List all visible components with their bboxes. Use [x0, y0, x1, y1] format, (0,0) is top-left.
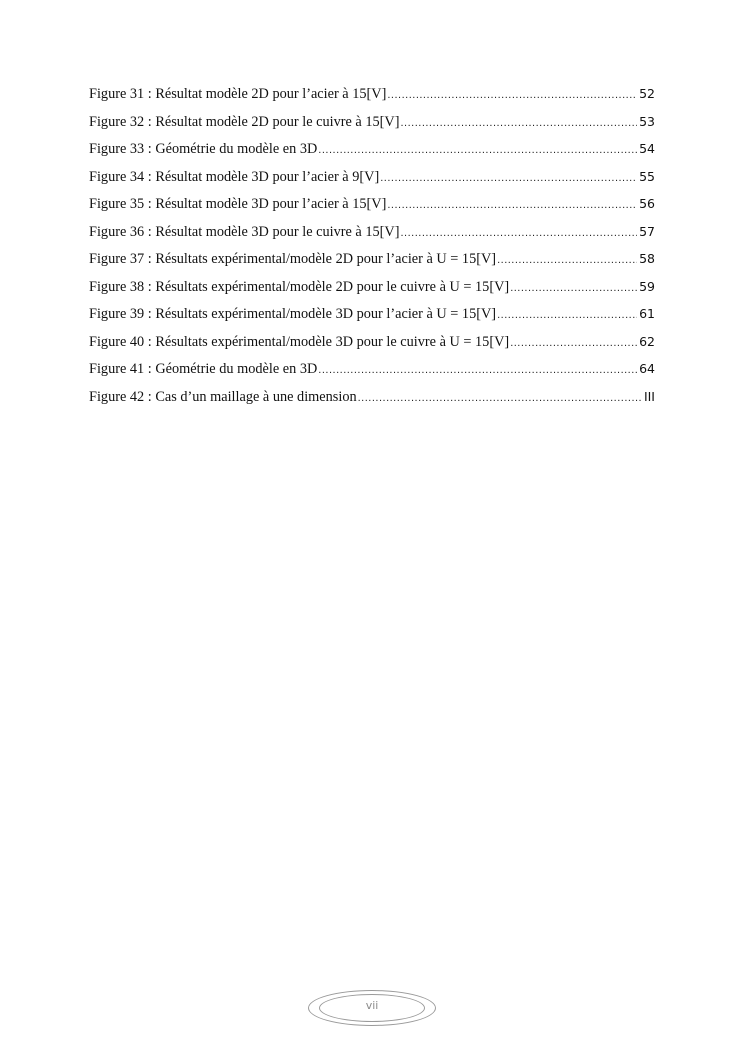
toc-entry-page: 55 — [639, 168, 655, 184]
page-number-badge — [308, 990, 436, 1026]
toc-entry — [89, 361, 655, 389]
dot-leader — [497, 309, 637, 321]
toc-entry-page: 56 — [639, 196, 655, 211]
toc-entry-title: Figure 34 : Résultat modèle 3D pour l’acier à 9[V] — [89, 168, 380, 185]
toc-entry — [89, 141, 655, 169]
toc-entry-title: Figure 37 : Résultats expérimental/modèle 2D pour l’acier à U = 15[V] — [89, 251, 497, 267]
dot-leader — [510, 282, 637, 294]
toc-entry-title: Figure 36 : Résultat modèle 3D pour le cuivre à 15[V] — [89, 223, 400, 240]
toc-entry-title: Figure 33 : Géométrie du modèle en 3D — [89, 141, 318, 157]
toc-entry-page: 61 — [639, 306, 655, 321]
toc-entry-title: Figure 40 : Résultats expérimental/modèle 3D pour le cuivre à U = 15[V] — [89, 333, 510, 350]
dot-leader — [497, 254, 637, 266]
dot-leader — [387, 89, 637, 101]
toc-entry-title: Figure 38 : Résultats expérimental/modèle 2D pour le cuivre à U = 15[V] — [89, 278, 510, 295]
dot-leader — [510, 337, 637, 349]
toc-entry — [89, 114, 655, 142]
toc-entry-title: Figure 42 : Cas d’un maillage à une dimension — [89, 388, 357, 405]
dot-leader — [400, 117, 637, 129]
dot-leader — [318, 364, 637, 376]
toc-entry-page: 54 — [639, 141, 655, 156]
toc-entry — [89, 251, 655, 279]
toc-entry-title: Figure 32 : Résultat modèle 2D pour le cuivre à 15[V] — [89, 113, 400, 130]
toc-entry — [89, 169, 655, 197]
toc-entry-page: 57 — [639, 223, 655, 239]
toc-entry — [89, 279, 655, 307]
toc-entry-page: 64 — [639, 361, 655, 376]
page-number: vii — [365, 999, 379, 1012]
dot-leader — [380, 172, 637, 184]
toc-entry — [89, 389, 655, 417]
dot-leader — [358, 392, 642, 404]
toc-entry — [89, 334, 655, 362]
toc-entry-page: 52 — [639, 86, 655, 101]
toc-entry-page: 58 — [639, 251, 655, 266]
toc-entry-title: Figure 39 : Résultats expérimental/modèle 3D pour l’acier à U = 15[V] — [89, 306, 497, 322]
toc-entry-page: 62 — [639, 333, 655, 349]
toc-entry-page: III — [643, 388, 655, 404]
toc-entry — [89, 224, 655, 252]
toc-entry — [89, 306, 655, 334]
dot-leader — [400, 227, 637, 239]
dot-leader — [318, 144, 637, 156]
toc-entry-page: 53 — [639, 113, 655, 129]
toc-entry — [89, 196, 655, 224]
toc-entry-page: 59 — [639, 278, 655, 294]
toc-entry-title: Figure 35 : Résultat modèle 3D pour l’acier à 15[V] — [89, 196, 387, 212]
toc-entry — [89, 86, 655, 114]
toc-entry-title: Figure 31 : Résultat modèle 2D pour l’acier à 15[V] — [89, 86, 387, 102]
list-of-figures — [89, 86, 655, 416]
dot-leader — [387, 199, 637, 211]
toc-entry-title: Figure 41 : Géométrie du modèle en 3D — [89, 361, 318, 377]
